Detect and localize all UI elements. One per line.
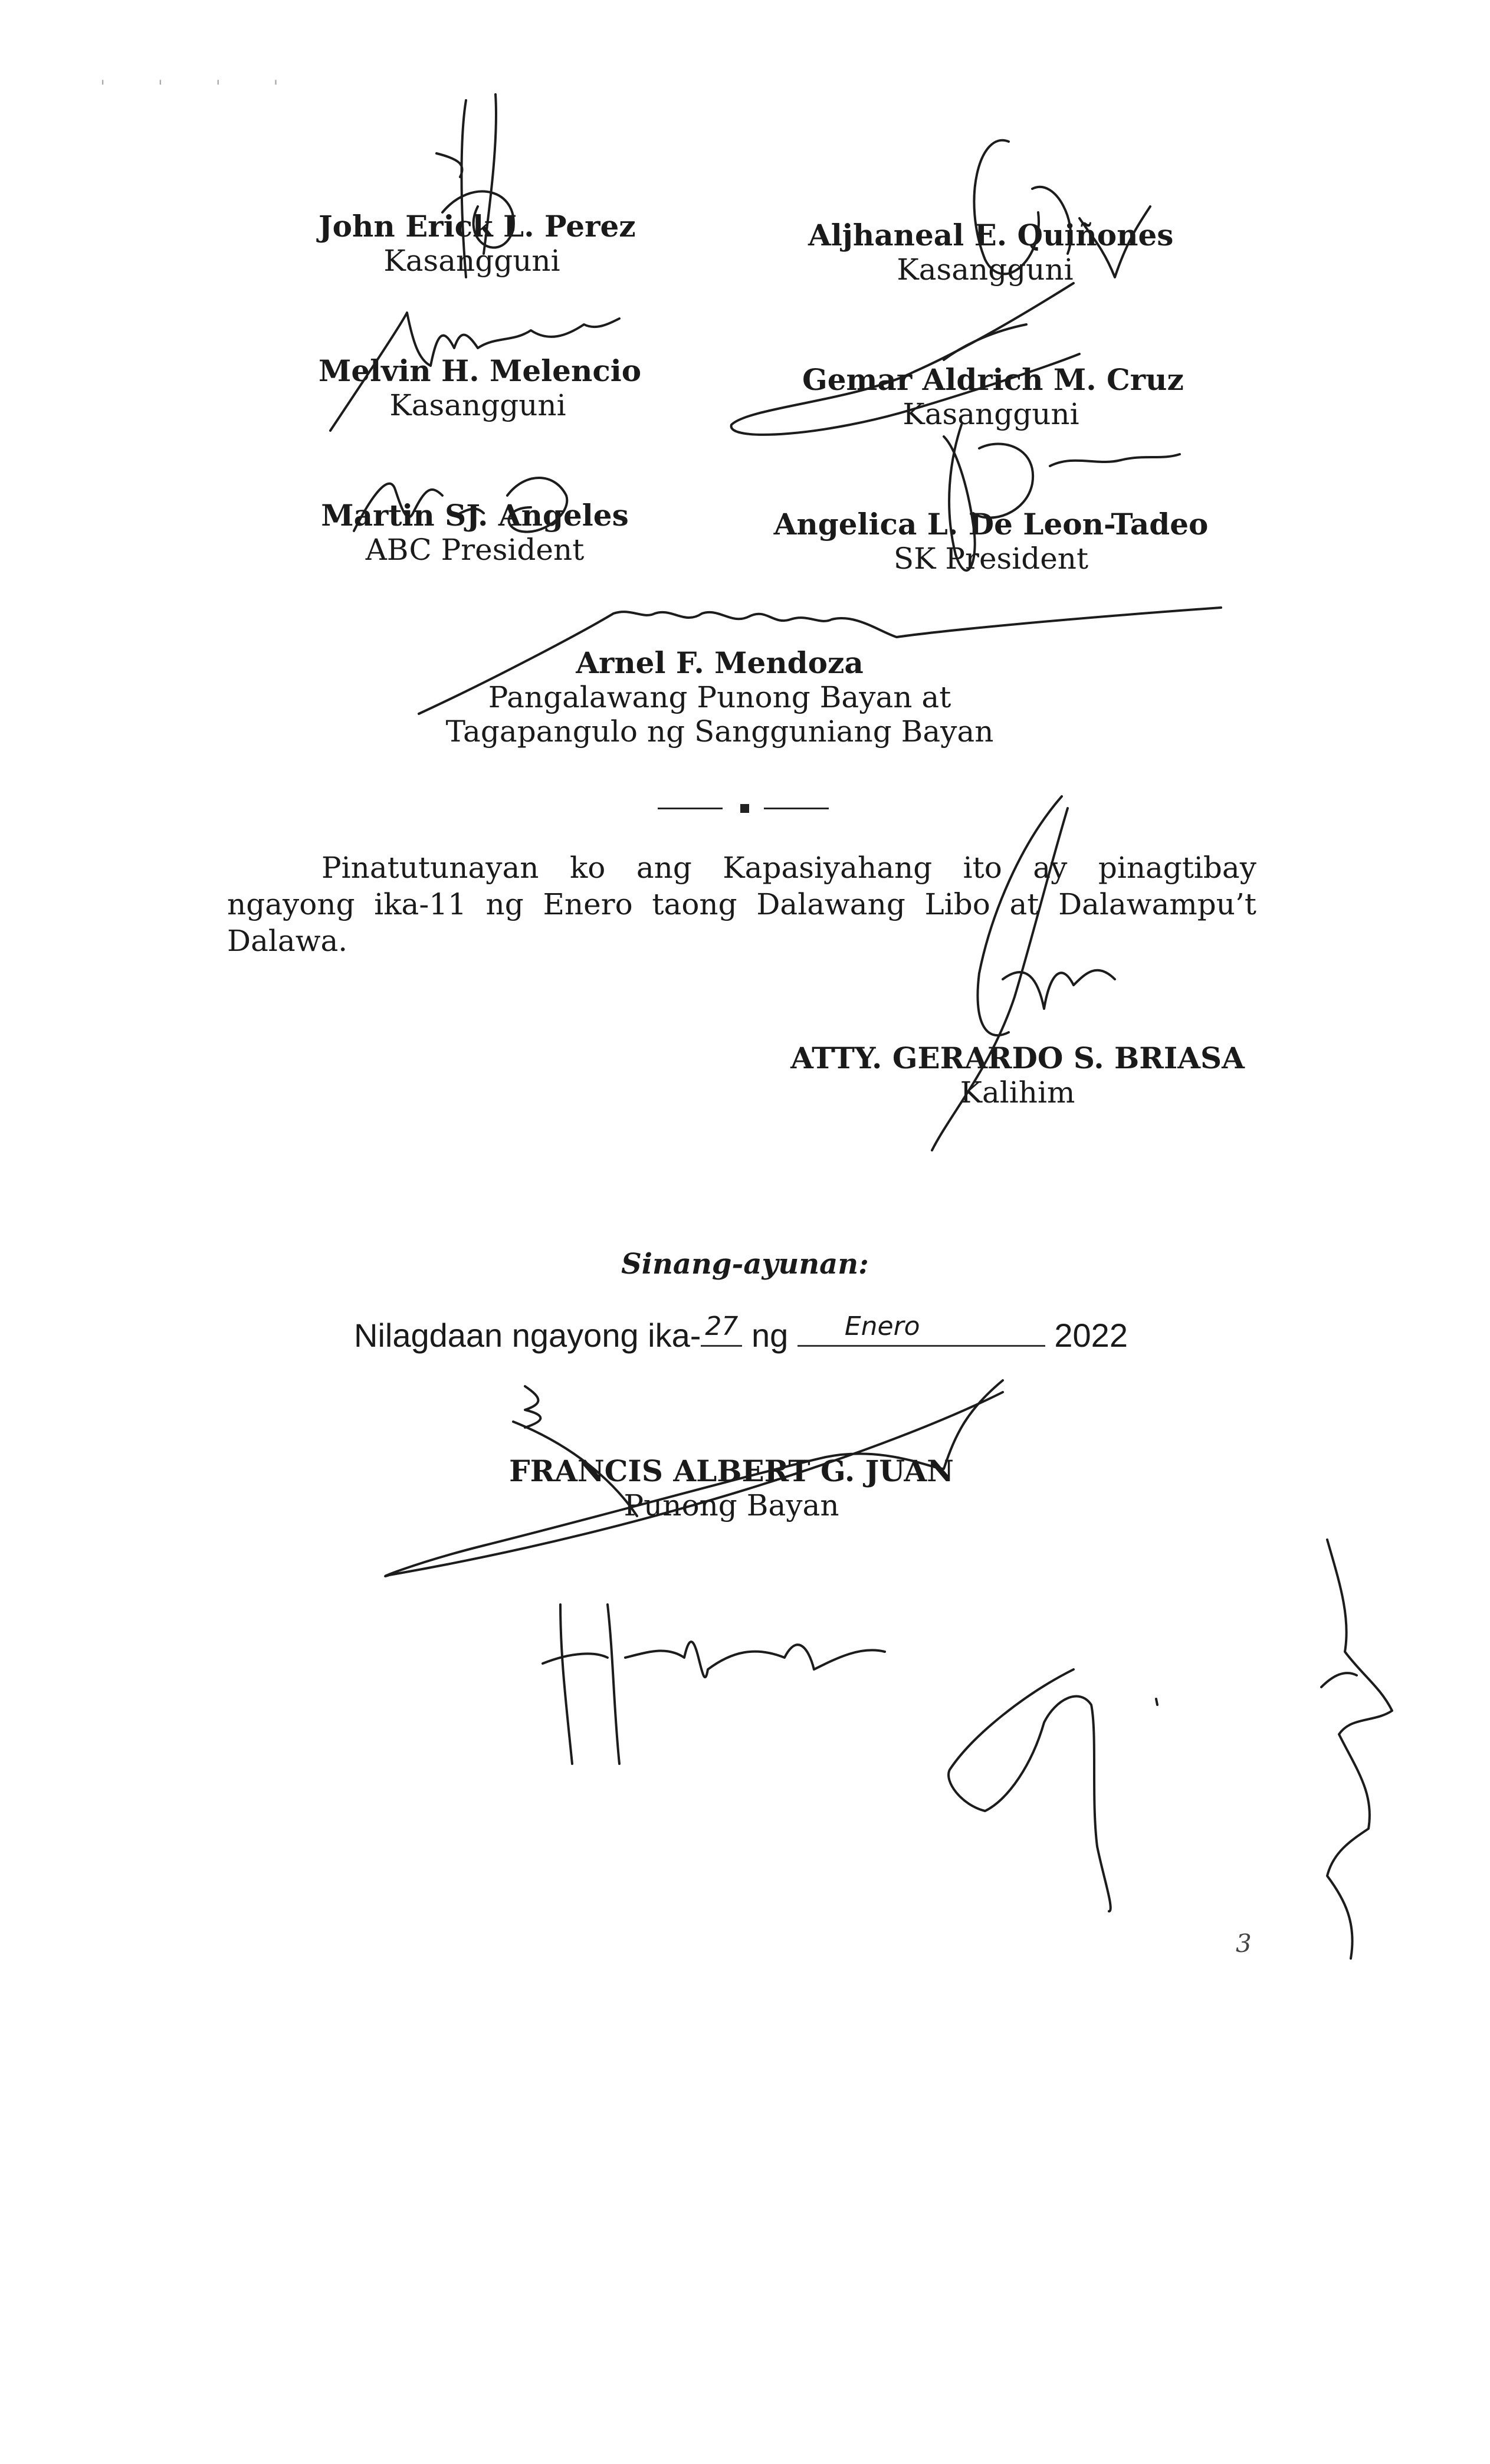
divider-square	[740, 804, 749, 813]
approval-date-line	[354, 1311, 1128, 1354]
signatory-perez	[319, 209, 636, 278]
secretary-block	[761, 1041, 1274, 1110]
signatory-melencio	[319, 353, 642, 422]
date-prefix: Nilagdaan ngayong ika-	[354, 1317, 701, 1354]
signatory-title: ABC President	[365, 533, 585, 567]
signatory-cruz	[802, 362, 1184, 431]
scan-specks: ' ' ' '	[100, 77, 302, 97]
month-blank	[797, 1311, 1045, 1347]
signature-bottom-center	[938, 1652, 1186, 1917]
presiding-title-line1: Pangalawang Punong Bayan at	[488, 680, 951, 714]
secretary-name: ATTY. GERARDO S. BRIASA	[790, 1041, 1245, 1075]
signatory-angeles	[319, 498, 631, 567]
day-blank	[701, 1311, 742, 1347]
day-handwritten: 27	[705, 1311, 739, 1341]
presiding-officer	[366, 646, 1074, 749]
signatory-name: Angelica L. De Leon-Tadeo	[773, 507, 1209, 542]
mayor-block	[495, 1454, 967, 1523]
signatory-name: Martin SJ. Angeles	[321, 498, 629, 533]
signatory-title: Kasangguni	[902, 397, 1079, 431]
signature-margin-vertical	[1286, 1522, 1433, 1970]
scan-margin-area	[0, 2053, 1490, 2464]
page-number: 3	[1236, 1929, 1252, 1958]
signatory-de-leon-tadeo	[773, 507, 1209, 576]
signature-bottom-left	[531, 1587, 908, 1776]
divider-line	[764, 808, 829, 809]
mayor-name: FRANCIS ALBERT G. JUAN	[509, 1454, 954, 1488]
date-middle: ng	[742, 1317, 797, 1354]
signatory-name: Aljhaneal E. Quiñones	[808, 218, 1174, 252]
signatory-title: SK President	[893, 542, 1089, 576]
signatory-quinones	[808, 218, 1174, 287]
signatory-title: Kasangguni	[383, 244, 560, 278]
signatory-title: Kasangguni	[389, 388, 566, 422]
divider-line	[658, 808, 723, 809]
mayor-title: Punong Bayan	[623, 1488, 839, 1523]
signatory-title: Kasangguni	[897, 252, 1074, 287]
date-year: 2022	[1054, 1317, 1128, 1354]
signatory-name: John Erick L. Perez	[319, 209, 636, 244]
month-handwritten: Enero	[844, 1311, 920, 1341]
certification-paragraph: Pinatutunayan ko ang Kapasiyahang ito ay pinagtibay ngayong ika-11 ng Enero taong Dalawang Libo at Dalawampu’t Dalawa.	[227, 851, 1256, 958]
section-divider	[658, 802, 835, 814]
presiding-name: Arnel F. Mendoza	[576, 645, 864, 680]
secretary-title: Kalihim	[960, 1075, 1075, 1110]
signatory-name: Melvin H. Melencio	[319, 353, 642, 388]
approval-heading: Sinang-ayunan:	[621, 1248, 869, 1281]
signatory-name: Gemar Aldrich M. Cruz	[802, 362, 1184, 397]
presiding-title-line2: Tagapangulo ng Sangguniang Bayan	[445, 714, 994, 749]
